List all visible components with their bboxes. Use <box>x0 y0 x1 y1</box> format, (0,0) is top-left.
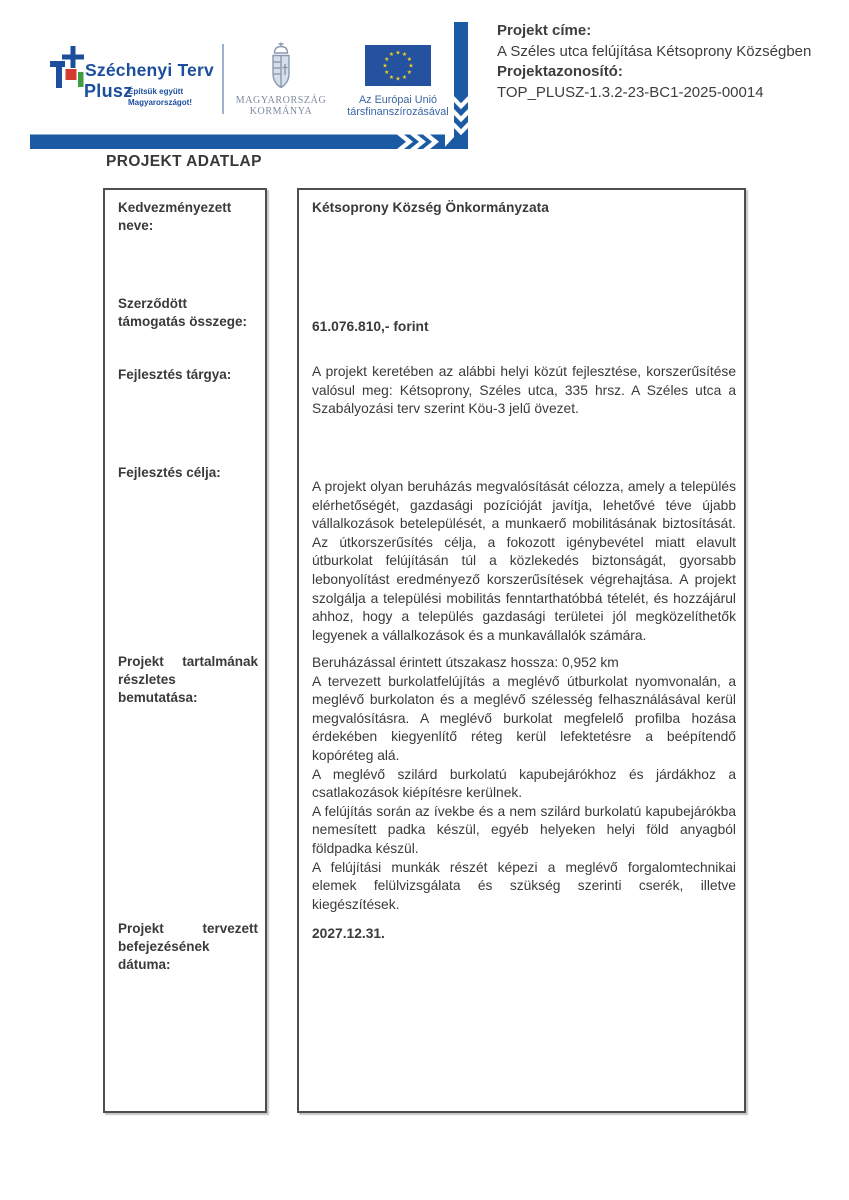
szechenyi-logo-name: Széchenyi Terv <box>85 60 214 80</box>
svg-text:★: ★ <box>384 70 390 76</box>
svg-text:★: ★ <box>406 70 412 76</box>
value-project-content <box>312 654 736 914</box>
project-content-paragraph-1: Beruházással érintett útszakasz hossza: 0,952 km <box>312 655 619 670</box>
szechenyi-logo-tagline <box>128 87 192 108</box>
label-beneficiary-name: Kedvezményezett neve: <box>118 200 232 233</box>
svg-text:★: ★ <box>406 57 412 63</box>
hungarian-government-logo <box>233 42 329 117</box>
page-title: PROJEKT ADATLAP <box>106 153 262 170</box>
svg-text:★: ★ <box>395 50 401 57</box>
label-development-subject: Fejlesztés tárgya: <box>118 367 232 382</box>
svg-text:★: ★ <box>388 74 395 81</box>
accent-bar-corner <box>443 137 468 150</box>
value-completion-date: 2027.12.31. <box>312 926 385 941</box>
project-title: A Széles utca felújítása Kétsoprony Községben <box>497 42 812 60</box>
hungarian-coat-of-arms-icon <box>268 42 294 92</box>
project-content-paragraph-4: A felújítás során az ívekbe és a nem szilárd burkolatú kapubejárókba nemesített padka készül, egyéb helyeken helyi föld anyagból földpadka készül. <box>312 803 736 856</box>
szechenyi-logo-plusz: Plusz <box>84 81 133 101</box>
eu-caption-line-2: társfinanszírozásával <box>347 105 449 118</box>
project-info-block <box>497 21 842 103</box>
value-development-subject <box>312 363 736 419</box>
value-grant-amount: 61.076.810,- forint <box>312 319 429 334</box>
logo-divider <box>222 44 224 114</box>
eu-cofinancing-logo <box>341 45 455 118</box>
label-development-goal: Fejlesztés célja: <box>118 465 221 480</box>
svg-text:★: ★ <box>408 63 414 70</box>
value-column <box>297 188 746 1113</box>
svg-text:★: ★ <box>401 52 408 59</box>
szechenyi-plus-mark-icon <box>50 46 84 89</box>
eu-caption-line-1: Az Európai Unió <box>358 94 438 106</box>
government-logo-text <box>233 95 329 117</box>
value-beneficiary-name: Kétsoprony Község Önkormányzata <box>312 200 549 215</box>
project-content-paragraph-3: A meglévő szilárd burkolatú kapubejárókhoz és járdákhoz a csatlakozások kiépítésre kerülnek. <box>312 766 736 801</box>
project-id: TOP_PLUSZ-1.3.2-23-BC1-2025-00014 <box>497 83 764 101</box>
horizontal-accent-bar <box>30 135 445 150</box>
tagline-line-2: Magyarországot! <box>128 97 193 107</box>
svg-text:★: ★ <box>395 76 401 83</box>
development-goal-paragraph: A projekt olyan beruházás megvalósítását célozza, amely a település elérhetőségét, gazdasági pozícióját javítja, lehetővé téve újabb vállalkozások betelepülését, a munkaerő mobilitásának biztosítását. Az útkorszerűsítés célja, a fokozott igénybevétel miatt elavult útburkolat felújításán túl a közlekedés biztonságát, gyorsabb lebonyolítást eredményező korszerűsítések végrehajtása. A projekt szolgálja a települési mobilitás fenntarthatóbbá tételét, és hozzájárul ahhoz, hogy a település gazdasági területei jól megközelíthetők legyenek a vállalkozások és a munkavállalók számára. <box>312 479 736 643</box>
label-project-content: Projekt tartalmának részletes bemutatása: <box>118 654 258 705</box>
tagline-line-1: Építsük együtt <box>128 87 184 96</box>
project-title-label: Projekt címe: <box>497 22 592 39</box>
szechenyi-terv-plusz-logo <box>48 45 226 115</box>
development-subject-paragraph: A projekt keretében az alábbi helyi közút fejlesztése, korszerűsítése valósul meg: Kétsoprony, Széles utca, 335 hrsz. A Széles utca a Szabályozási terv szerint Köu-3 jelű övezet. <box>312 364 736 417</box>
label-completion-date: Projekt tervezett befejezésének dátuma: <box>118 921 258 972</box>
svg-text:★: ★ <box>384 57 390 63</box>
label-column <box>103 188 267 1113</box>
project-content-paragraph-2: A tervezett burkolatfelújítás a meglévő útburkolat nyomvonalán, a meglévő burkolaton és a meglévő szélesség felhasználásával kerül megvalósításra. A meglévő burkolat megfelelő profilba hozása érdekében kiegyenlítő réteg kerül lefektetésre a beépítendő kopóréteg alá. <box>312 673 736 763</box>
value-development-goal <box>312 478 736 645</box>
eu-logo-caption <box>341 95 455 118</box>
government-text-line-1: MAGYARORSZÁG <box>235 95 327 106</box>
svg-text:★: ★ <box>382 63 388 70</box>
project-content-paragraph-5: A felújítási munkák részét képezi a meglévő forgalomtechnikai elemek felülvizsgálata és szükség szerinti cserék, illetve kiegészítések. <box>312 859 736 912</box>
project-id-label: Projektazonosító: <box>497 63 623 80</box>
svg-text:★: ★ <box>388 52 395 59</box>
eu-flag-icon <box>365 45 431 86</box>
label-grant-amount: Szerződött támogatás összege: <box>118 296 248 329</box>
government-text-line-2: KORMÁNYA <box>249 106 313 117</box>
svg-text:★: ★ <box>401 74 408 81</box>
